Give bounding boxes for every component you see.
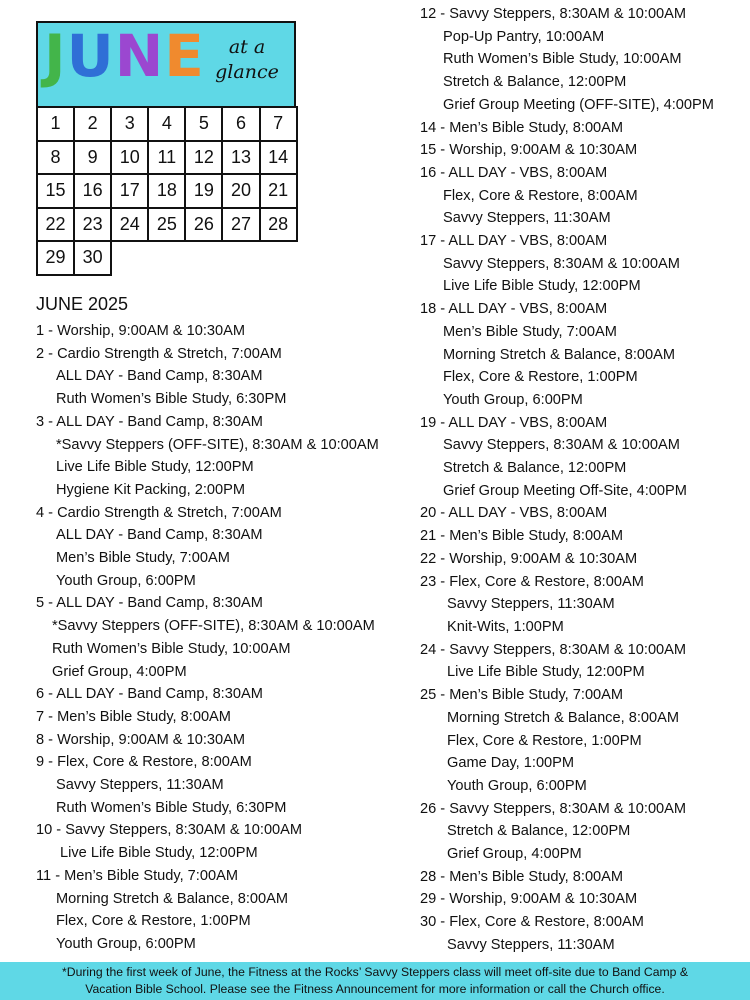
calendar-day: 30: [75, 242, 112, 276]
schedule-line: Pop-Up Pantry, 10:00AM: [443, 28, 605, 45]
schedule-line: *Savvy Steppers (OFF-SITE), 8:30AM & 10:00AM: [56, 436, 379, 453]
schedule-line: 1 - Worship, 9:00AM & 10:30AM: [36, 323, 246, 339]
schedule-line: Grief Group, 4:00PM: [447, 846, 582, 863]
title-letter: U: [66, 22, 115, 90]
schedule-line: 9 - Flex, Core & Restore, 8:00AM: [36, 754, 252, 771]
footer-line: Vacation Bible School. Please see the Fitness Announcement for more information or call the Church office.: [85, 982, 665, 996]
schedule-line: 11 - Men’s Bible Study, 7:00AM: [36, 867, 238, 884]
schedule-line: ALL DAY - Band Camp, 8:30AM: [56, 368, 263, 385]
schedule-line: Live Life Bible Study, 12:00PM: [56, 459, 254, 476]
schedule-line: Stretch & Balance, 12:00PM: [447, 823, 631, 840]
calendar-day: 4: [149, 108, 186, 142]
schedule-line: Ruth Women’s Bible Study, 10:00AM: [443, 51, 682, 68]
calendar-day: 5: [186, 108, 223, 142]
calendar-day: 19: [186, 175, 223, 209]
schedule-line: Youth Group, 6:00PM: [56, 572, 196, 589]
schedule-line: 2 - Cardio Strength & Stretch, 7:00AM: [36, 345, 282, 362]
schedule-line: 16 - ALL DAY - VBS, 8:00AM: [420, 164, 608, 181]
june-title: [44, 22, 205, 90]
glance-text: glance: [215, 60, 279, 83]
footer-note: [0, 962, 750, 1000]
schedule-line: 29 - Worship, 9:00AM & 10:30AM: [420, 891, 638, 908]
schedule-line: Live Life Bible Study, 12:00PM: [60, 845, 258, 862]
schedule-line: 28 - Men’s Bible Study, 8:00AM: [420, 868, 624, 885]
schedule-line: 10 - Savvy Steppers, 8:30AM & 10:00AM: [36, 822, 303, 839]
calendar-day: 26: [186, 209, 223, 243]
schedule-line: 7 - Men’s Bible Study, 8:00AM: [36, 708, 231, 725]
schedule-line: Savvy Steppers, 11:30AM: [56, 777, 224, 794]
schedule-line: Game Day, 1:00PM: [447, 755, 575, 772]
schedule-line: 21 - Men’s Bible Study, 8:00AM: [420, 528, 624, 545]
schedule-line: Savvy Steppers, 11:30AM: [447, 936, 615, 953]
schedule-line: Flex, Core & Restore, 1:00PM: [443, 369, 638, 386]
schedule-line: Youth Group, 6:00PM: [56, 935, 196, 952]
schedule-line: 30 - Flex, Core & Restore, 8:00AM: [420, 914, 644, 931]
schedule-line: Live Life Bible Study, 12:00PM: [447, 664, 645, 681]
schedule-line: Youth Group, 6:00PM: [447, 777, 587, 794]
schedule-line: Morning Stretch & Balance, 8:00AM: [56, 890, 288, 907]
schedule-right-column: [420, 3, 740, 957]
calendar-day: 21: [261, 175, 298, 209]
schedule-line: 23 - Flex, Core & Restore, 8:00AM: [420, 573, 644, 590]
schedule-line: 8 - Worship, 9:00AM & 10:30AM: [36, 731, 246, 748]
calendar-day: 3: [112, 108, 149, 142]
schedule-line: ALL DAY - Band Camp, 8:30AM: [56, 527, 263, 544]
calendar-day: 9: [75, 142, 112, 176]
calendar-day: 15: [38, 175, 75, 209]
calendar-day: 6: [223, 108, 260, 142]
calendar-day: 13: [223, 142, 260, 176]
schedule-line: Savvy Steppers, 8:30AM & 10:00AM: [443, 437, 680, 454]
calendar-day: 29: [38, 242, 75, 276]
schedule-line: 6 - ALL DAY - Band Camp, 8:30AM: [36, 686, 263, 703]
calendar-day: 8: [38, 142, 75, 176]
schedule-line: Men’s Bible Study, 7:00AM: [56, 550, 230, 567]
calendar-day: 18: [149, 175, 186, 209]
schedule-line: Grief Group Meeting Off-Site, 4:00PM: [443, 482, 687, 499]
calendar-day: 14: [261, 142, 298, 176]
schedule-line: Live Life Bible Study, 12:00PM: [443, 278, 641, 295]
schedule-line: Stretch & Balance, 12:00PM: [443, 74, 627, 91]
schedule-line: Ruth Women’s Bible Study, 6:30PM: [56, 391, 287, 408]
schedule-line: *Savvy Steppers (OFF-SITE), 8:30AM & 10:00AM: [52, 618, 375, 635]
schedule-line: Hygiene Kit Packing, 2:00PM: [56, 481, 246, 498]
calendar-day: 23: [75, 209, 112, 243]
schedule-line: 4 - Cardio Strength & Stretch, 7:00AM: [36, 504, 282, 521]
schedule-line: Ruth Women’s Bible Study, 6:30PM: [56, 799, 287, 816]
calendar-day: 25: [149, 209, 186, 243]
calendar-day: 22: [38, 209, 75, 243]
footer-line: *During the first week of June, the Fitness at the Rocks’ Savvy Steppers class will meet off-site due to Band Camp &: [62, 965, 688, 979]
schedule-line: 14 - Men’s Bible Study, 8:00AM: [420, 119, 624, 136]
schedule-line: 26 - Savvy Steppers, 8:30AM & 10:00AM: [420, 800, 687, 817]
schedule-line: 17 - ALL DAY - VBS, 8:00AM: [420, 233, 608, 250]
calendar-grid: [36, 106, 298, 276]
schedule-line: Morning Stretch & Balance, 8:00AM: [443, 346, 675, 363]
calendar-day: 27: [223, 209, 260, 243]
schedule-line: 18 - ALL DAY - VBS, 8:00AM: [420, 301, 608, 318]
schedule-line: 15 - Worship, 9:00AM & 10:30AM: [420, 142, 638, 159]
schedule-line: 19 - ALL DAY - VBS, 8:00AM: [420, 414, 608, 431]
title-letter: N: [114, 22, 165, 90]
schedule-line: Grief Group, 4:00PM: [52, 663, 187, 680]
schedule-line: Savvy Steppers, 11:30AM: [443, 210, 611, 227]
schedule-line: Morning Stretch & Balance, 8:00AM: [447, 709, 679, 726]
schedule-line: Grief Group Meeting (OFF-SITE), 4:00PM: [443, 96, 714, 113]
month-heading: JUNE 2025: [36, 294, 129, 314]
calendar-day: 10: [112, 142, 149, 176]
title-letter: J: [44, 22, 67, 90]
schedule-line: Youth Group, 6:00PM: [443, 391, 583, 408]
schedule-line: Savvy Steppers, 8:30AM & 10:00AM: [443, 255, 680, 272]
schedule-left-column: [36, 291, 411, 956]
schedule-line: 24 - Savvy Steppers, 8:30AM & 10:00AM: [420, 641, 687, 658]
header-banner: [36, 21, 296, 108]
calendar-day: 7: [261, 108, 298, 142]
calendar-day: 1: [38, 108, 75, 142]
schedule-line: 5 - ALL DAY - Band Camp, 8:30AM: [36, 595, 263, 612]
calendar-day: 11: [149, 142, 186, 176]
schedule-line: Knit-Wits, 1:00PM: [447, 618, 564, 635]
schedule-line: Ruth Women’s Bible Study, 10:00AM: [52, 640, 291, 657]
schedule-line: 25 - Men’s Bible Study, 7:00AM: [420, 687, 624, 704]
schedule-line: Flex, Core & Restore, 1:00PM: [56, 913, 251, 930]
calendar-day: 17: [112, 175, 149, 209]
schedule-line: 20 - ALL DAY - VBS, 8:00AM: [420, 505, 608, 522]
calendar-day: 2: [75, 108, 112, 142]
schedule-line: Flex, Core & Restore, 8:00AM: [443, 187, 638, 204]
title-letter: E: [164, 22, 205, 90]
schedule-line: 12 - Savvy Steppers, 8:30AM & 10:00AM: [420, 6, 687, 22]
schedule-line: 22 - Worship, 9:00AM & 10:30AM: [420, 550, 638, 567]
schedule-line: Men’s Bible Study, 7:00AM: [443, 323, 617, 340]
schedule-line: Savvy Steppers, 11:30AM: [447, 596, 615, 613]
calendar-day: 16: [75, 175, 112, 209]
at-a-glance-caption: [208, 35, 286, 84]
schedule-line: Flex, Core & Restore, 1:00PM: [447, 732, 642, 749]
schedule-line: Stretch & Balance, 12:00PM: [443, 460, 627, 477]
at-a-text: at a: [228, 36, 266, 58]
calendar-day: 24: [112, 209, 149, 243]
calendar-day: 12: [186, 142, 223, 176]
calendar-day: 20: [223, 175, 260, 209]
schedule-line: 3 - ALL DAY - Band Camp, 8:30AM: [36, 413, 263, 430]
calendar-day: 28: [261, 209, 298, 243]
